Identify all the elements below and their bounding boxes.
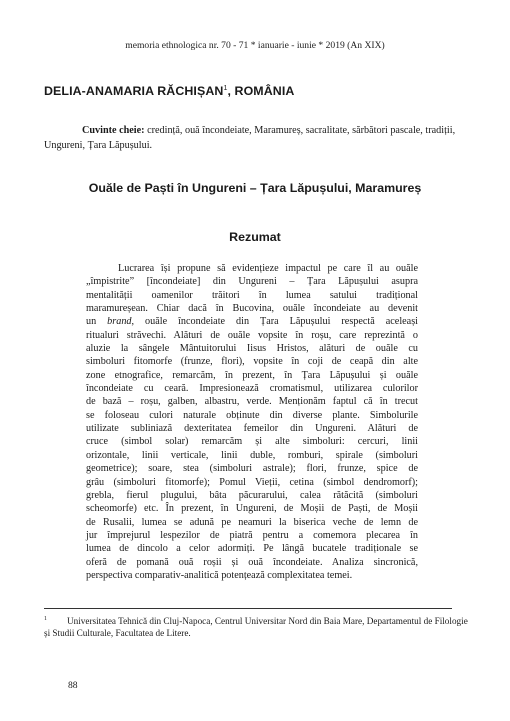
author-name: DELIA-ANAMARIA RĂCHIȘAN (44, 84, 224, 98)
abstract-line: aluzie la sângele Mântuitorului Iisus Hristos, alături de ouăle cu (86, 343, 418, 355)
abstract-line: lumea de dincolo a celor adormiți. Pe lângă bucatele tradiționale se (86, 543, 418, 555)
abstract-line: grâu (simboluri fitomorfe); Pomul Vieții, cetina (simbol dendromorf); (86, 476, 418, 488)
abstract-line: mentalității oamenilor trăitori în lumea satului tradițional (86, 289, 418, 301)
footnote-divider (44, 608, 452, 609)
abstract-line: „împistrite” [încondeiate] din Ungureni – Țara Lăpușului asupra (86, 276, 418, 288)
abstract-line: oferă de pomană ouă roșii și ouă încondeiate. Analiza sincronică, (86, 556, 418, 568)
abstract-line: cruce (simbol solar) remarcăm și alte simboluri: cercuri, linii (86, 436, 418, 448)
abstract-line: geometrice); soare, stea (simboluri astrale); flori, frunze, spice de (86, 463, 418, 475)
abstract-line: Lucrarea își propune să evidențieze impactul pe care îl au ouăle (118, 263, 418, 274)
abstract-line: jur împrejurul lespezilor de piatră pentru a comemora plecarea în (86, 529, 418, 541)
abstract-line: orizontale, linii verticale, linii duble, romburi, spirale (simboluri (86, 449, 418, 461)
keywords-text: credință, ouă încondeiate, Maramureș, sacralitate, sărbători pascale, tradiții, Ungureni, Țara Lăpușului. (44, 125, 456, 151)
abstract-line: grebla, fierul plugului, bâta păcurarului, calea rătăcită (simboluri (86, 489, 418, 501)
abstract-line: scheomorfe) etc. În prezent, în Ungureni, de Moșii de Paști, de Moșii (86, 503, 418, 515)
abstract-line: de Rusalii, lumea se adună pe neamuri la biserica veche de lemn de (86, 516, 418, 528)
abstract-line: se foloseau culori naturale obținute din diverse plante. Simbolurile (86, 409, 418, 421)
abstract-line: ritualuri străvechi. Alături de ouăle vopsite în roșu, care reprezintă o (86, 329, 418, 341)
keywords-paragraph (44, 124, 468, 153)
abstract-heading: Rezumat (229, 230, 281, 244)
author-country: , ROMÂNIA (227, 84, 295, 98)
footnote (44, 613, 468, 640)
author-line (44, 84, 294, 98)
abstract-line: perspectiva comparativ-analitică potențează complexitatea temei. (86, 569, 353, 581)
abstract-line: maramureșean. Chiar dacă în Bucovina, ouăle încondeiate au devenit (86, 303, 418, 315)
footnote-text: Universitatea Tehnică din Cluj-Napoca, Centrul Universitar Nord din Baia Mare, Departamentul de Filologie și Studii Culturale, Facultatea de Litere. (44, 616, 468, 639)
keywords-label: Cuvinte cheie: (82, 125, 145, 136)
footnote-mark: 1 (44, 616, 47, 622)
running-header: memoria ethnologica nr. 70 - 71 * ianuarie - iunie * 2019 (An XIX) (125, 40, 385, 51)
abstract-line: zone etnografice, remarcăm, în prezent, în Țara Lăpușului și ouăle (86, 369, 418, 381)
abstract-line: utilizate subliniază dexteritatea femeilor din Ungureni. Alături de (86, 423, 418, 435)
page-number: 88 (68, 680, 78, 691)
abstract-body (86, 262, 418, 582)
abstract-line: încondeiate cu ceară. Impresionează cromatismul, utilizarea culorilor (86, 383, 418, 395)
abstract-line: simboluri fitomorfe (frunze, flori), vopsite în coji de ceapă din alte (86, 356, 418, 368)
author-footnote-mark[interactable]: 1 (223, 84, 228, 92)
abstract-line: un brand, ouăle încondeiate din Țara Lăpușului respectă aceleași (86, 316, 418, 328)
abstract-line: de bază – roșu, galben, albastru, verde. Menționăm faptul că în trecut (86, 396, 418, 408)
article-title: Ouăle de Paști în Ungureni – Țara Lăpușului, Maramureș (88, 181, 422, 195)
emphasis-brand: brand (107, 316, 132, 328)
